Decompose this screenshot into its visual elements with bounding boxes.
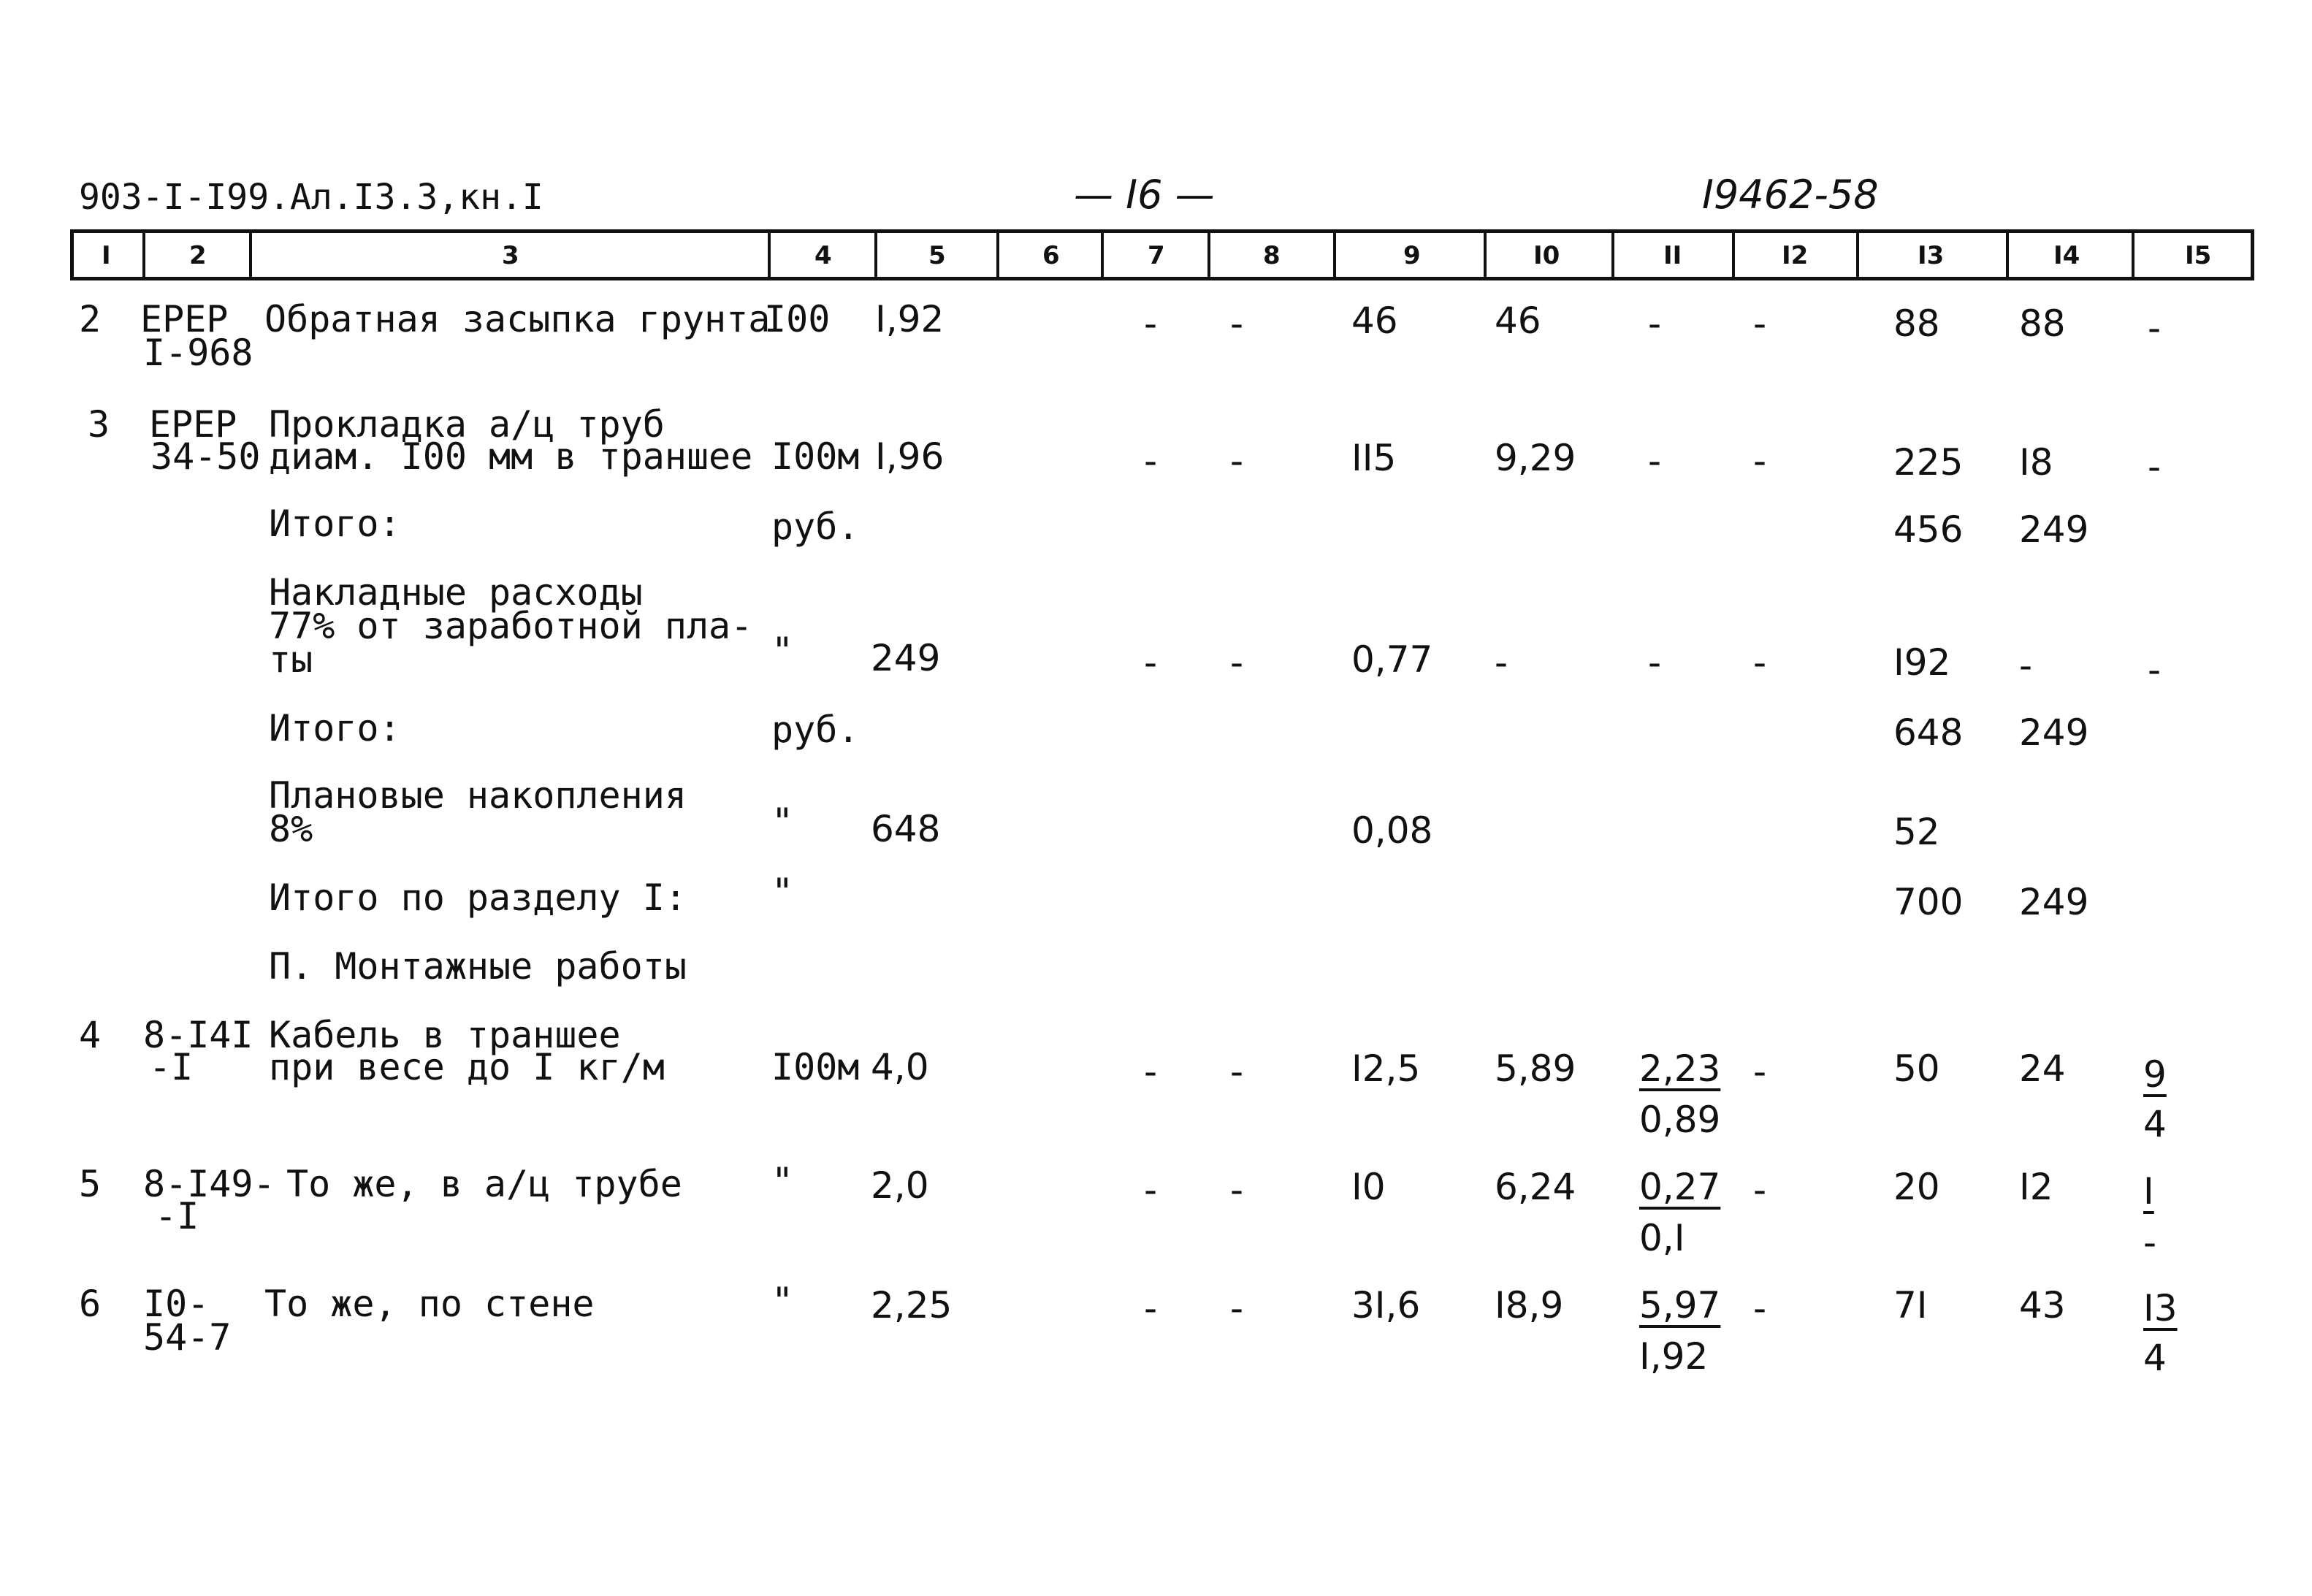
col15-numerator: I3 (2143, 1287, 2178, 1329)
row-number: 2 (79, 298, 102, 340)
quantity: I,96 (875, 435, 945, 478)
col10: I8,9 (1495, 1284, 1564, 1326)
col11-numerator: 0,27 (1639, 1166, 1721, 1208)
col13: 700 (1893, 881, 1964, 923)
col8: - (1230, 440, 1244, 482)
col12: - (1753, 1050, 1767, 1093)
col14: I8 (2019, 441, 2053, 484)
column-number: 9 (1403, 241, 1421, 270)
work-name: То же, в а/ц трубе (286, 1163, 682, 1205)
col10: 6,24 (1495, 1166, 1576, 1208)
col9: 0,08 (1351, 809, 1433, 852)
col12: - (1753, 440, 1767, 482)
quantity: 2,0 (871, 1164, 929, 1207)
quantity: 2,25 (871, 1284, 953, 1326)
unit: " (771, 871, 794, 913)
col15: - (2148, 649, 2162, 691)
col8: - (1230, 641, 1244, 684)
unit: I00 (764, 298, 831, 340)
col13: 225 (1893, 441, 1964, 484)
col11-denominator: I,92 (1639, 1335, 1709, 1378)
unit: " (771, 801, 794, 843)
column-number: 6 (1042, 241, 1060, 270)
col10: 46 (1495, 299, 1541, 342)
work-name: То же, по стене (264, 1283, 595, 1325)
col14: I2 (2019, 1166, 2053, 1208)
column-number: 3 (502, 241, 519, 270)
col12: - (1753, 1169, 1767, 1211)
column-number: I3 (1918, 241, 1945, 270)
work-name: при весе до I кг/м (269, 1046, 665, 1088)
col11: - (1648, 302, 1662, 345)
document-code: 903-I-I99.Ал.I3.3,кн.I (79, 177, 543, 218)
col13: I92 (1893, 641, 1951, 684)
col7: - (1144, 1287, 1158, 1329)
col13: 52 (1893, 811, 1940, 853)
rate-code: 8-I49- (143, 1163, 275, 1205)
quantity: 648 (871, 808, 941, 850)
col14: 249 (2019, 508, 2089, 551)
rate-code: 8-I4I (143, 1014, 253, 1056)
col9: 46 (1351, 299, 1398, 342)
work-name: 77% от заработной пла- (269, 605, 753, 647)
work-name: диам. I00 мм в траншее (269, 435, 753, 478)
document-number: I9462-58 (1702, 172, 1879, 218)
col11: - (1648, 641, 1662, 684)
column-number: 7 (1148, 241, 1165, 270)
work-name: Плановые накопления (269, 774, 687, 817)
rate-code: 34-50 (150, 435, 261, 478)
col8: - (1230, 302, 1244, 345)
col14: 43 (2019, 1284, 2066, 1326)
col12: - (1753, 1287, 1767, 1329)
unit: " (771, 630, 794, 672)
col12: - (1753, 641, 1767, 684)
column-number: I2 (1782, 241, 1809, 270)
work-name: Кабель в траншее (269, 1014, 621, 1056)
col13: 88 (1893, 302, 1940, 345)
work-name: Итого: (269, 503, 401, 545)
work-name: Прокладка а/ц труб (269, 403, 665, 446)
col15: - (2148, 446, 2162, 488)
col14: 24 (2019, 1047, 2066, 1090)
col9: I0 (1351, 1166, 1386, 1208)
col15-numerator: 9 (2143, 1053, 2167, 1096)
rate-code: ЕРЕР (140, 298, 229, 340)
col15-denominator: 4 (2143, 1103, 2167, 1145)
quantity: 4,0 (871, 1046, 929, 1088)
column-header-row (70, 229, 2254, 280)
col15-denominator: - (2143, 1221, 2157, 1264)
row-number: 5 (79, 1163, 102, 1205)
col14: - (2019, 644, 2033, 687)
col13: 20 (1893, 1166, 1940, 1208)
row-number: 4 (79, 1014, 102, 1056)
col12: - (1753, 302, 1767, 345)
col13: 456 (1893, 508, 1964, 551)
col8: - (1230, 1169, 1244, 1211)
col11-denominator: 0,I (1639, 1217, 1685, 1259)
col14: 249 (2019, 881, 2089, 923)
col13: 648 (1893, 711, 1964, 754)
quantity: I,92 (875, 298, 945, 340)
col7: - (1144, 440, 1158, 482)
col8: - (1230, 1287, 1244, 1329)
work-name: Итого по разделу I: (269, 877, 687, 919)
work-name: Накладные расходы (269, 571, 643, 614)
work-name: ты (269, 638, 313, 681)
col9: I2,5 (1351, 1047, 1421, 1090)
col7: - (1144, 302, 1158, 345)
col9: 3I,6 (1351, 1284, 1421, 1326)
work-name: 8% (269, 808, 313, 850)
row-number: 3 (88, 403, 110, 446)
col15: - (2148, 307, 2162, 349)
column-number: 8 (1263, 241, 1281, 270)
rate-code: -I (149, 1046, 194, 1088)
rate-code: I-968 (143, 332, 253, 374)
work-name: Обратная засыпка грунта (264, 298, 771, 340)
col15-denominator: 4 (2143, 1337, 2167, 1379)
column-number: 4 (814, 241, 832, 270)
col13: 50 (1893, 1047, 1940, 1090)
unit: руб. (771, 709, 860, 751)
column-number: 2 (189, 241, 207, 270)
column-number: I5 (2185, 241, 2212, 270)
page-number: — I6 — (1074, 172, 1215, 218)
rate-code: 54-7 (143, 1316, 232, 1359)
col7: - (1144, 1050, 1158, 1093)
col8: - (1230, 1050, 1244, 1093)
rate-code: ЕРЕР (149, 403, 237, 446)
col11-numerator: 2,23 (1639, 1047, 1721, 1090)
row-number: 6 (79, 1283, 102, 1325)
col10: 9,29 (1495, 437, 1576, 479)
col11-numerator: 5,97 (1639, 1284, 1721, 1326)
col9: II5 (1351, 437, 1397, 479)
col9: 0,77 (1351, 638, 1433, 681)
rate-code: I0- (143, 1283, 210, 1325)
col7: - (1144, 1169, 1158, 1211)
unit: руб. (771, 505, 860, 548)
col10: - (1495, 641, 1508, 684)
col11: - (1648, 440, 1662, 482)
column-number: 5 (928, 241, 946, 270)
column-number: I (102, 241, 111, 270)
rate-code: -I (155, 1195, 199, 1237)
column-number: I4 (2053, 241, 2080, 270)
col14: 88 (2019, 302, 2066, 345)
unit: " (771, 1280, 794, 1322)
col10: 5,89 (1495, 1047, 1576, 1090)
work-name: Итого: (269, 707, 401, 749)
column-number: I0 (1533, 241, 1560, 270)
col7: - (1144, 641, 1158, 684)
unit: I00м (771, 1046, 860, 1088)
col11-denominator: 0,89 (1639, 1099, 1721, 1141)
unit: I00м (771, 435, 860, 478)
section-heading: П. Монтажные работы (269, 945, 687, 988)
col13: 7I (1893, 1284, 1928, 1326)
column-number: II (1663, 241, 1682, 270)
quantity: 249 (871, 637, 941, 679)
col15-numerator: I (2143, 1170, 2154, 1213)
col14: 249 (2019, 711, 2089, 754)
unit: " (771, 1160, 794, 1202)
